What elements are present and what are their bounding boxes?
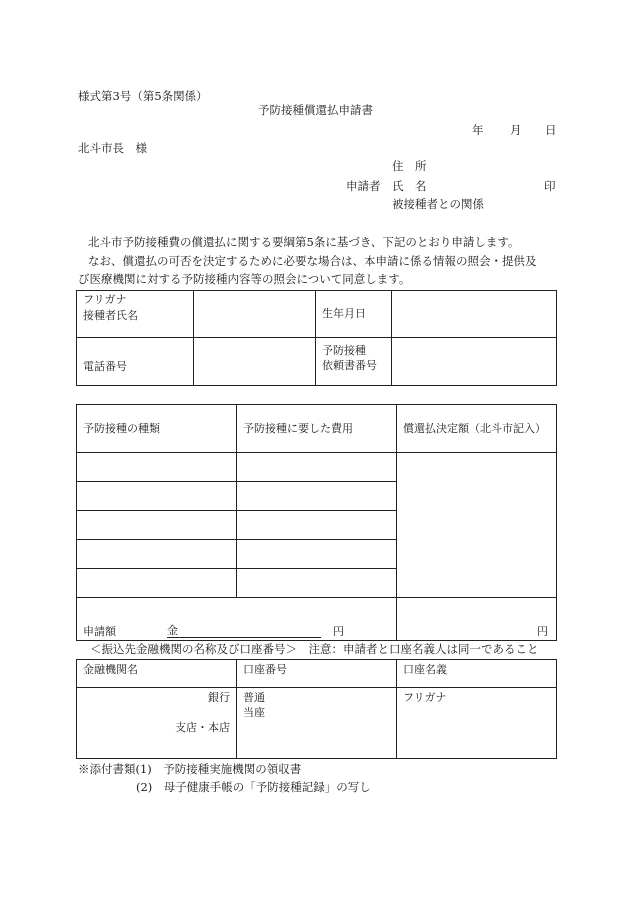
account-number-header: 口座番号 (243, 663, 287, 676)
paragraph-2-line-2: び医療機関に対する予防接種内容等の照会について同意します。 (78, 272, 411, 286)
account-holder-header-cell (397, 660, 557, 688)
vaccine-type-field[interactable] (77, 482, 237, 511)
paragraph-2-line-1: なお、償還払の可否を決定するために必要な場合は、本申請に係る情報の照会・提供及 (88, 254, 537, 268)
header-cost (237, 405, 397, 453)
phone-label-cell (77, 338, 194, 386)
form-number: 様式第3号（第5条関係） (78, 89, 208, 103)
cost-field[interactable] (237, 511, 397, 540)
request-label-line-2: 依頼書番号 (322, 359, 377, 373)
vaccine-type-field[interactable] (77, 511, 237, 540)
relation-label: 被接種者との関係 (392, 197, 484, 211)
requested-amount-label: 申請額 (83, 624, 116, 638)
decided-total-cell (397, 598, 557, 641)
seal-label: 印 (544, 179, 556, 193)
account-type-ordinary: 普通 (243, 691, 265, 704)
form-title: 予防接種償還払申請書 (258, 103, 373, 117)
vaccine-type-header: 予防接種の種類 (83, 421, 160, 435)
bank-name-header-cell (77, 660, 237, 688)
bank-name-field[interactable] (77, 688, 237, 759)
account-number-field[interactable] (237, 688, 397, 759)
furigana-name-label-cell (77, 291, 194, 338)
recipient-name-field[interactable] (194, 291, 316, 338)
bank-section-heading: ＜振込先金融機関の名称及び口座番号＞ 注意：申請者と口座名義人は同一であること (90, 642, 539, 656)
address-label: 住 所 (392, 159, 427, 173)
yen-label-right: 円 (537, 624, 548, 638)
cost-field[interactable] (237, 540, 397, 569)
addressee: 北斗市長 様 (78, 141, 147, 155)
account-holder-field[interactable] (397, 688, 557, 759)
yen-label: 円 (333, 624, 344, 638)
date-month: 月 (510, 123, 522, 137)
cost-header: 予防接種に要した費用 (243, 421, 353, 435)
attachment-2: (2) 母子健康手帳の「予防接種記録」の写し (136, 780, 371, 794)
applicant-info-table (76, 290, 557, 386)
kin-label: 金 (167, 623, 178, 637)
decided-amount-header: 償還払決定額（北斗市記入） (403, 421, 546, 435)
bank-suffix: 銀行 (208, 691, 230, 704)
cost-field[interactable] (237, 569, 397, 598)
account-type-current: 当座 (243, 706, 265, 720)
furigana-label: フリガナ (83, 293, 127, 306)
birth-date-field[interactable] (392, 291, 557, 338)
phone-label: 電話番号 (83, 359, 127, 373)
vaccination-cost-table (76, 404, 557, 641)
bank-name-header: 金融機関名 (83, 663, 138, 676)
requested-amount-line (167, 624, 321, 638)
paragraph-1: 北斗市予防接種費の償還払に関する要綱第5条に基づき、下記のとおり申請します。 (88, 235, 520, 249)
header-decided-amount (397, 405, 557, 453)
vaccine-type-field[interactable] (77, 540, 237, 569)
bank-account-table (76, 659, 557, 759)
recipient-name-label: 接種者氏名 (83, 309, 138, 323)
cost-field[interactable] (237, 482, 397, 511)
header-vaccine-type (77, 405, 237, 453)
requested-amount-cell[interactable] (77, 598, 397, 641)
request-number-label-cell (316, 338, 392, 386)
phone-field[interactable] (194, 338, 316, 386)
cost-field[interactable] (237, 453, 397, 482)
decided-amount-field (397, 453, 557, 598)
name-label: 氏 名 (392, 179, 427, 193)
date-day: 日 (545, 123, 557, 137)
attachment-1: ※添付書類(1) 予防接種実施機関の領収書 (78, 762, 302, 776)
branch-suffix: 支店・本店 (175, 721, 230, 734)
applicant-group-label: 申請者 (346, 179, 381, 193)
vaccine-type-field[interactable] (77, 569, 237, 598)
birth-label: 生年月日 (322, 307, 366, 321)
vaccine-type-field[interactable] (77, 453, 237, 482)
date-year: 年 (472, 123, 484, 137)
request-label-line-1: 予防接種 (322, 344, 366, 357)
account-number-header-cell (237, 660, 397, 688)
birth-label-cell (316, 291, 392, 338)
holder-furigana-label: フリガナ (403, 691, 447, 704)
account-holder-header: 口座名義 (403, 663, 447, 676)
request-number-field[interactable] (392, 338, 557, 386)
